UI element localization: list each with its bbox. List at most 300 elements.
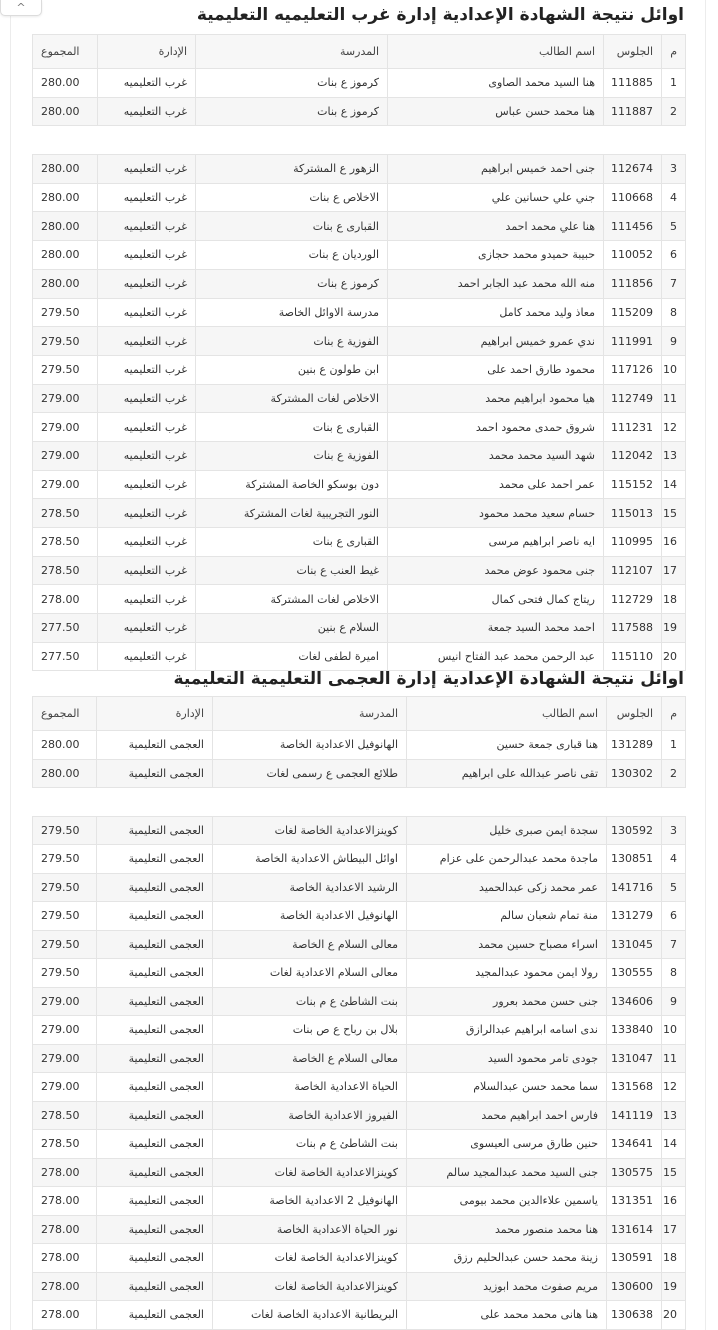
cell-student-name: حنين طارق مرسى العيسوى: [407, 1130, 607, 1159]
cell-rank: 8: [662, 959, 686, 988]
cell-rank: 3: [662, 155, 686, 184]
cell-school: اوائل البيطاش الاعدادية الخاصة: [213, 845, 407, 874]
table-row: [33, 556, 686, 585]
cell-school: الرشيد الاعدادية الخاصة: [213, 873, 407, 902]
cell-seat-number: 131279: [607, 902, 662, 931]
table-body: [33, 69, 686, 671]
cell-seat-number: 111991: [604, 327, 662, 356]
cell-school: النور التجريبية لغات المشتركة: [196, 499, 388, 528]
table-body: [33, 731, 686, 1330]
cell-seat-number: 130555: [607, 959, 662, 988]
cell-administration: غرب التعليميه: [98, 556, 196, 585]
cell-rank: 15: [662, 1158, 686, 1187]
cell-administration: العجمى التعليمية: [97, 1272, 213, 1301]
table-row: [33, 902, 686, 931]
table-row: [33, 1215, 686, 1244]
cell-seat-number: 110668: [604, 183, 662, 212]
cell-school: كرموز ع بنات: [196, 97, 388, 126]
cell-student-name: ياسمين علاءالدين محمد بيومى: [407, 1187, 607, 1216]
section-agami-admin: [33, 664, 686, 1330]
cell-administration: العجمى التعليمية: [97, 1073, 213, 1102]
table-row: [33, 528, 686, 557]
table-row: [33, 298, 686, 327]
cell-administration: العجمى التعليمية: [97, 1244, 213, 1273]
cell-seat-number: 141716: [607, 873, 662, 902]
cell-total: 278.00: [33, 1272, 97, 1301]
separator-cell: [33, 126, 686, 155]
cell-total: 278.50: [33, 528, 98, 557]
cell-total: 280.00: [33, 269, 98, 298]
cell-administration: العجمى التعليمية: [97, 1101, 213, 1130]
cell-school: كوينزالاعدادية الخاصة لغات: [213, 1272, 407, 1301]
cell-total: 280.00: [33, 241, 98, 270]
cell-seat-number: 112042: [604, 441, 662, 470]
cell-administration: العجمى التعليمية: [97, 1044, 213, 1073]
cell-rank: 7: [662, 269, 686, 298]
cell-rank: 11: [662, 1044, 686, 1073]
table-header-row: [33, 697, 686, 731]
cell-total: 278.00: [33, 1244, 97, 1273]
table-row: [33, 241, 686, 270]
cell-total: 278.50: [33, 556, 98, 585]
cell-school: الهانوفيل الاعدادية الخاصة: [213, 731, 407, 760]
cell-administration: غرب التعليميه: [98, 298, 196, 327]
cell-school: الزهور ع المشتركة: [196, 155, 388, 184]
cell-student-name: معاذ وليد محمد كامل: [388, 298, 604, 327]
cell-seat-number: 110995: [604, 528, 662, 557]
cell-rank: 7: [662, 930, 686, 959]
header-seat-number: الجلوس: [607, 697, 662, 731]
table-row: [33, 355, 686, 384]
cell-school: البريطانية الاعدادية الخاصة لغات: [213, 1301, 407, 1330]
cell-student-name: حبيبة حميدو محمد حجازى: [388, 241, 604, 270]
cell-total: 279.50: [33, 959, 97, 988]
cell-administration: غرب التعليميه: [98, 69, 196, 98]
cell-administration: العجمى التعليمية: [97, 845, 213, 874]
cell-administration: غرب التعليميه: [98, 441, 196, 470]
cell-school: بلال بن رباح ع ص بنات: [213, 1016, 407, 1045]
cell-seat-number: 130851: [607, 845, 662, 874]
cell-school: الفوزية ع بنات: [196, 327, 388, 356]
cell-rank: 15: [662, 499, 686, 528]
cell-school: الاخلاص ع بنات: [196, 183, 388, 212]
section-title: اوائل نتيجة الشهادة الإعدادية إدارة غرب التعليميه التعليمية: [196, 5, 684, 25]
cell-administration: العجمى التعليمية: [97, 759, 213, 788]
cell-school: ابن طولون ع بنين: [196, 355, 388, 384]
cell-seat-number: 130302: [607, 759, 662, 788]
cell-administration: غرب التعليميه: [98, 614, 196, 643]
cell-rank: 9: [662, 327, 686, 356]
cell-rank: 1: [662, 69, 686, 98]
cell-school: الفيروز الاعدادية الخاصة: [213, 1101, 407, 1130]
cell-total: 278.50: [33, 499, 98, 528]
cell-seat-number: 117126: [604, 355, 662, 384]
cell-seat-number: 111885: [604, 69, 662, 98]
cell-student-name: رولا ايمن محمود عبدالمجيد: [407, 959, 607, 988]
table-row: [33, 470, 686, 499]
cell-student-name: هنا السيد محمد الصاوى: [388, 69, 604, 98]
cell-seat-number: 115152: [604, 470, 662, 499]
separator-cell: [33, 788, 686, 817]
cell-administration: غرب التعليميه: [98, 384, 196, 413]
cell-student-name: جنى محمود عوض محمد: [388, 556, 604, 585]
cell-rank: 9: [662, 987, 686, 1016]
cell-school: كوينزالاعدادية الخاصة لغات: [213, 1158, 407, 1187]
cell-administration: غرب التعليميه: [98, 528, 196, 557]
section-title: اوائل نتيجة الشهادة الإعدادية إدارة العجمى التعليمية التعليمية: [173, 669, 684, 689]
table-row: [33, 873, 686, 902]
cell-total: 279.00: [33, 470, 98, 499]
cell-school: نور الحياة الاعدادية الخاصة: [213, 1215, 407, 1244]
cell-administration: غرب التعليميه: [98, 413, 196, 442]
cell-administration: العجمى التعليمية: [97, 1158, 213, 1187]
cell-total: 280.00: [33, 97, 98, 126]
cell-school: الهانوفيل الاعدادية الخاصة: [213, 902, 407, 931]
cell-student-name: ايه ناصر ابراهيم مرسى: [388, 528, 604, 557]
table-row: [33, 759, 686, 788]
cell-seat-number: 117588: [604, 614, 662, 643]
cell-school: اميرة لطفى لغات: [196, 642, 388, 671]
cell-school: بنت الشاطئ ع م بنات: [213, 1130, 407, 1159]
cell-school: الحياة الاعدادية الخاصة: [213, 1073, 407, 1102]
table-row: [33, 1187, 686, 1216]
cell-total: 279.00: [33, 441, 98, 470]
cell-school: الهانوفيل 2 الاعدادية الخاصة: [213, 1187, 407, 1216]
cell-seat-number: 112749: [604, 384, 662, 413]
cell-rank: 5: [662, 873, 686, 902]
cell-student-name: منة تمام شعبان سالم: [407, 902, 607, 931]
cell-administration: العجمى التعليمية: [97, 1130, 213, 1159]
cell-total: 279.50: [33, 816, 97, 845]
table-row: [33, 731, 686, 760]
cell-student-name: هنا هانى محمد محمد على: [407, 1301, 607, 1330]
cell-student-name: سجدة ايمن صبرى خليل: [407, 816, 607, 845]
cell-student-name: فارس احمد ابراهيم محمد: [407, 1101, 607, 1130]
cell-seat-number: 131351: [607, 1187, 662, 1216]
cell-total: 279.50: [33, 355, 98, 384]
cell-rank: 6: [662, 241, 686, 270]
cell-total: 277.50: [33, 642, 98, 671]
cell-seat-number: 130600: [607, 1272, 662, 1301]
table-row: [33, 1101, 686, 1130]
cell-school: الورديان ع بنات: [196, 241, 388, 270]
cell-total: 280.00: [33, 212, 98, 241]
cell-seat-number: 130638: [607, 1301, 662, 1330]
table-row: [33, 1044, 686, 1073]
table-header-row: [33, 35, 686, 69]
cell-administration: غرب التعليميه: [98, 155, 196, 184]
cell-school: السلام ع بنين: [196, 614, 388, 643]
cell-seat-number: 130592: [607, 816, 662, 845]
cell-student-name: هنا محمد منصور محمد: [407, 1215, 607, 1244]
cell-student-name: اسراء مصباح حسين محمد: [407, 930, 607, 959]
cell-total: 279.00: [33, 1016, 97, 1045]
cell-rank: 16: [662, 1187, 686, 1216]
cell-administration: العجمى التعليمية: [97, 731, 213, 760]
cell-rank: 20: [662, 642, 686, 671]
cell-student-name: هنا محمد حسن عباس: [388, 97, 604, 126]
cell-administration: غرب التعليميه: [98, 585, 196, 614]
cell-total: 278.00: [33, 1301, 97, 1330]
cell-rank: 17: [662, 556, 686, 585]
cell-school: القبارى ع بنات: [196, 212, 388, 241]
header-school: المدرسة: [213, 697, 407, 731]
cell-administration: العجمى التعليمية: [97, 873, 213, 902]
cell-total: 279.00: [33, 1044, 97, 1073]
cell-seat-number: 131047: [607, 1044, 662, 1073]
cell-seat-number: 130591: [607, 1244, 662, 1273]
header-rank: م: [662, 35, 686, 69]
cell-total: 280.00: [33, 759, 97, 788]
table-row: [33, 413, 686, 442]
cell-total: 279.00: [33, 1073, 97, 1102]
cell-school: معالى السلام ع الخاصة: [213, 930, 407, 959]
table-row: [33, 212, 686, 241]
cell-student-name: حسام سعيد محمد محمود: [388, 499, 604, 528]
cell-student-name: جودى تامر محمود السيد: [407, 1044, 607, 1073]
cell-rank: 18: [662, 1244, 686, 1273]
cell-student-name: عمر احمد على محمد: [388, 470, 604, 499]
cell-total: 280.00: [33, 155, 98, 184]
table-row: [33, 1016, 686, 1045]
cell-student-name: زينة محمد حسن عبدالحليم رزق: [407, 1244, 607, 1273]
header-total: المجموع: [33, 35, 98, 69]
cell-total: 279.00: [33, 413, 98, 442]
header-school: المدرسة: [196, 35, 388, 69]
cell-total: 279.50: [33, 845, 97, 874]
cell-seat-number: 131289: [607, 731, 662, 760]
cell-administration: العجمى التعليمية: [97, 1016, 213, 1045]
cell-administration: غرب التعليميه: [98, 212, 196, 241]
cell-rank: 11: [662, 384, 686, 413]
cell-rank: 4: [662, 845, 686, 874]
cell-rank: 5: [662, 212, 686, 241]
header-rank: م: [662, 697, 686, 731]
cell-total: 279.50: [33, 873, 97, 902]
cell-student-name: جنى احمد خميس ابراهيم: [388, 155, 604, 184]
cell-student-name: جنى السيد محمد عبدالمجيد سالم: [407, 1158, 607, 1187]
cell-seat-number: 115110: [604, 642, 662, 671]
cell-rank: 18: [662, 585, 686, 614]
cell-student-name: جني علي حسانين علي: [388, 183, 604, 212]
cell-administration: غرب التعليميه: [98, 241, 196, 270]
cell-total: 278.00: [33, 1158, 97, 1187]
table-row: [33, 585, 686, 614]
cell-rank: 17: [662, 1215, 686, 1244]
cell-administration: العجمى التعليمية: [97, 1187, 213, 1216]
cell-total: 280.00: [33, 69, 98, 98]
cell-seat-number: 111231: [604, 413, 662, 442]
table-row: [33, 614, 686, 643]
cell-administration: العجمى التعليمية: [97, 987, 213, 1016]
cell-total: 280.00: [33, 731, 97, 760]
table-row: [33, 845, 686, 874]
cell-total: 280.00: [33, 183, 98, 212]
cell-seat-number: 131568: [607, 1073, 662, 1102]
cell-school: طلائع العجمى ع رسمى لغات: [213, 759, 407, 788]
cell-student-name: هنا علي محمد احمد: [388, 212, 604, 241]
cell-student-name: عبد الرحمن محمد عبد الفتاح انيس: [388, 642, 604, 671]
cell-rank: 19: [662, 614, 686, 643]
cell-rank: 12: [662, 1073, 686, 1102]
cell-school: كوينزالاعدادية الخاصة لغات: [213, 1244, 407, 1273]
cell-administration: غرب التعليميه: [98, 183, 196, 212]
cell-rank: 16: [662, 528, 686, 557]
cell-student-name: ماجدة محمد عبدالرحمن على عزام: [407, 845, 607, 874]
cell-student-name: تقى ناصر عبدالله على ابراهيم: [407, 759, 607, 788]
cell-school: بنت الشاطئ ع م بنات: [213, 987, 407, 1016]
table-row: [33, 1073, 686, 1102]
cell-total: 278.00: [33, 1215, 97, 1244]
cell-total: 278.00: [33, 585, 98, 614]
cell-seat-number: 110052: [604, 241, 662, 270]
cell-total: 279.00: [33, 987, 97, 1016]
cell-student-name: ريتاج كمال فتحى كمال: [388, 585, 604, 614]
cell-school: معالى السلام الاعدادية لغات: [213, 959, 407, 988]
cell-total: 277.50: [33, 614, 98, 643]
cell-seat-number: 131045: [607, 930, 662, 959]
cell-rank: 1: [662, 731, 686, 760]
cell-administration: غرب التعليميه: [98, 97, 196, 126]
results-table: [32, 34, 686, 671]
table-row: [33, 959, 686, 988]
cell-student-name: هنا قبارى جمعة حسين: [407, 731, 607, 760]
cell-administration: العجمى التعليمية: [97, 1215, 213, 1244]
cell-school: الاخلاص لغات المشتركة: [196, 585, 388, 614]
cell-rank: 10: [662, 355, 686, 384]
cell-student-name: احمد محمد السيد جمعة: [388, 614, 604, 643]
cell-seat-number: 115013: [604, 499, 662, 528]
header-administration: الإدارة: [97, 697, 213, 731]
cell-administration: غرب التعليميه: [98, 327, 196, 356]
cell-school: الاخلاص لغات المشتركة: [196, 384, 388, 413]
table-row: [33, 987, 686, 1016]
cell-student-name: شهد السيد محمد محمد: [388, 441, 604, 470]
cell-rank: 14: [662, 470, 686, 499]
cell-administration: العجمى التعليمية: [97, 930, 213, 959]
table-row: [33, 97, 686, 126]
cell-student-name: منه الله محمد عبد الجابر احمد: [388, 269, 604, 298]
cell-student-name: مريم صفوت محمد ابوزيد: [407, 1272, 607, 1301]
cell-rank: 14: [662, 1130, 686, 1159]
cell-rank: 10: [662, 1016, 686, 1045]
cell-seat-number: 131614: [607, 1215, 662, 1244]
cell-administration: العجمى التعليمية: [97, 959, 213, 988]
table-row: [33, 327, 686, 356]
chevron-up-icon: ^: [16, 1, 26, 14]
row-separator: [33, 788, 686, 817]
cell-administration: غرب التعليميه: [98, 499, 196, 528]
cell-rank: 3: [662, 816, 686, 845]
cell-seat-number: 141119: [607, 1101, 662, 1130]
cell-school: مدرسة الاوائل الخاصة: [196, 298, 388, 327]
table-row: [33, 155, 686, 184]
cell-seat-number: 134641: [607, 1130, 662, 1159]
cell-administration: غرب التعليميه: [98, 470, 196, 499]
cell-school: غيط العنب ع بنات: [196, 556, 388, 585]
header-administration: الإدارة: [98, 35, 196, 69]
header-student-name: اسم الطالب: [388, 35, 604, 69]
cell-school: القبارى ع بنات: [196, 528, 388, 557]
table-row: [33, 441, 686, 470]
cell-total: 278.50: [33, 1130, 97, 1159]
table-row: [33, 1130, 686, 1159]
table-row: [33, 1272, 686, 1301]
cell-seat-number: 112107: [604, 556, 662, 585]
cell-student-name: شروق حمدى محمود احمد: [388, 413, 604, 442]
cell-administration: العجمى التعليمية: [97, 816, 213, 845]
table-row: [33, 69, 686, 98]
cell-seat-number: 130575: [607, 1158, 662, 1187]
cell-administration: العجمى التعليمية: [97, 1301, 213, 1330]
results-table: [32, 696, 686, 1330]
cell-student-name: هيا محمود ابراهيم محمد: [388, 384, 604, 413]
cell-school: معالى السلام ع الخاصة: [213, 1044, 407, 1073]
cell-rank: 20: [662, 1301, 686, 1330]
header-student-name: اسم الطالب: [407, 697, 607, 731]
cell-rank: 6: [662, 902, 686, 931]
cell-seat-number: 133840: [607, 1016, 662, 1045]
cell-school: دون بوسكو الخاصة المشتركة: [196, 470, 388, 499]
cell-total: 278.50: [33, 1101, 97, 1130]
cell-student-name: محمود طارق احمد على: [388, 355, 604, 384]
cell-rank: 4: [662, 183, 686, 212]
cell-seat-number: 111887: [604, 97, 662, 126]
cell-rank: 13: [662, 441, 686, 470]
cell-seat-number: 134606: [607, 987, 662, 1016]
cell-total: 279.50: [33, 902, 97, 931]
cell-school: كرموز ع بنات: [196, 69, 388, 98]
header-seat-number: الجلوس: [604, 35, 662, 69]
table-row: [33, 816, 686, 845]
cell-administration: غرب التعليميه: [98, 355, 196, 384]
table-row: [33, 183, 686, 212]
cell-total: 279.00: [33, 384, 98, 413]
table-row: [33, 930, 686, 959]
table-row: [33, 499, 686, 528]
cell-rank: 13: [662, 1101, 686, 1130]
cell-school: الفوزية ع بنات: [196, 441, 388, 470]
cell-administration: غرب التعليميه: [98, 642, 196, 671]
cell-administration: العجمى التعليمية: [97, 902, 213, 931]
collapse-button[interactable]: [0, 0, 42, 16]
cell-rank: 2: [662, 759, 686, 788]
cell-student-name: عمر محمد زكى عبدالحميد: [407, 873, 607, 902]
cell-student-name: سما محمد حسن عبدالسلام: [407, 1073, 607, 1102]
cell-rank: 19: [662, 1272, 686, 1301]
table-row: [33, 1158, 686, 1187]
cell-school: كوينزالاعدادية الخاصة لغات: [213, 816, 407, 845]
cell-seat-number: 111456: [604, 212, 662, 241]
cell-seat-number: 111856: [604, 269, 662, 298]
cell-student-name: ندي عمرو خميس ابراهيم: [388, 327, 604, 356]
cell-seat-number: 112674: [604, 155, 662, 184]
cell-total: 279.50: [33, 327, 98, 356]
cell-student-name: ندى اسامه ابراهيم عبدالرازق: [407, 1016, 607, 1045]
table-row: [33, 269, 686, 298]
table-row: [33, 384, 686, 413]
cell-total: 279.50: [33, 298, 98, 327]
table-row: [33, 1244, 686, 1273]
section-west-admin: [33, 0, 686, 671]
cell-total: 278.00: [33, 1187, 97, 1216]
header-total: المجموع: [33, 697, 97, 731]
cell-student-name: جنى حسن محمد بعرور: [407, 987, 607, 1016]
row-separator: [33, 126, 686, 155]
cell-total: 279.50: [33, 930, 97, 959]
cell-school: القبارى ع بنات: [196, 413, 388, 442]
cell-school: كرموز ع بنات: [196, 269, 388, 298]
